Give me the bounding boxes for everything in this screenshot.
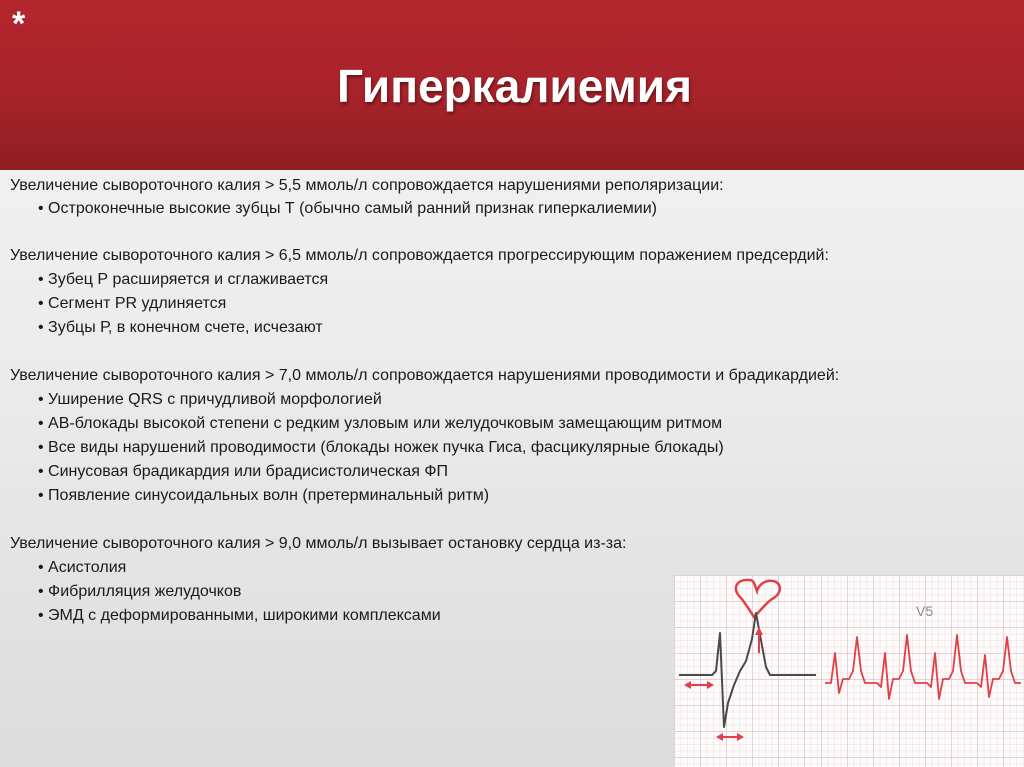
pr-arrowhead-left [684,681,691,689]
qrs-arrowhead-left [716,733,723,741]
section-3-bullet-2: • АВ-блокады высокой степени с редким узловым или желудочковым замещающим ритмом [38,415,723,432]
ecg-lead-label: V5 [916,603,934,619]
ecg-v5-strip [821,575,1024,767]
section-4-bullet-2: • Фибрилляция желудочков [38,583,242,600]
section-2-bullet-2: • Сегмент PR удлиняется [38,295,227,312]
pr-arrowhead-right [707,681,714,689]
section-1-lead: Увеличение сывороточного калия > 5,5 ммоль/л сопровождается нарушениями реполяризации: [10,177,724,194]
section-1-bullet-1: • Остроконечные высокие зубцы Т (обычно самый ранний признак гиперкалиемии) [38,200,657,217]
slide-title: Гиперкалиемия [337,60,692,112]
slide-marker: * [12,5,26,43]
qrs-arrowhead-right [737,733,744,741]
section-3-lead: Увеличение сывороточного калия > 7,0 ммоль/л сопровождается нарушениями проводимости и брадикардией: [10,367,840,384]
section-2-bullet-1: • Зубец Р расширяется и сглаживается [38,271,329,288]
t-peak-arrowhead [755,627,763,635]
ecg-v5-trace [821,575,1024,767]
section-2-lead: Увеличение сывороточного калия > 6,5 ммоль/л сопровождается прогрессирующим поражением предсердий: [10,247,829,264]
ecg-annotated-trace [674,575,821,767]
section-3-bullet-5: • Появление синусоидальных волн (претерминальный ритм) [38,487,490,504]
section-3-bullet-4: • Синусовая брадикардия или брадисистолическая ФП [38,463,449,480]
section-4-bullet-3: • ЭМД с деформированными, широкими комплексами [38,607,441,624]
section-2-bullet-3: • Зубцы Р, в конечном счете, исчезают [38,319,323,336]
ecg-complex-line [679,613,816,727]
ecg-annotated-complex [674,575,821,767]
section-4-bullet-1: • Асистолия [38,559,127,576]
v5-waveform [825,635,1021,699]
section-4-lead: Увеличение сывороточного калия > 9,0 ммоль/л вызывает остановку сердца из-за: [10,535,627,552]
t-wave-highlight [736,580,780,617]
section-3-bullet-1: • Уширение QRS с причудливой морфологией [38,391,382,408]
section-3-bullet-3: • Все виды нарушений проводимости (блокады ножек пучка Гиса, фасцикулярные блокады) [38,439,724,456]
